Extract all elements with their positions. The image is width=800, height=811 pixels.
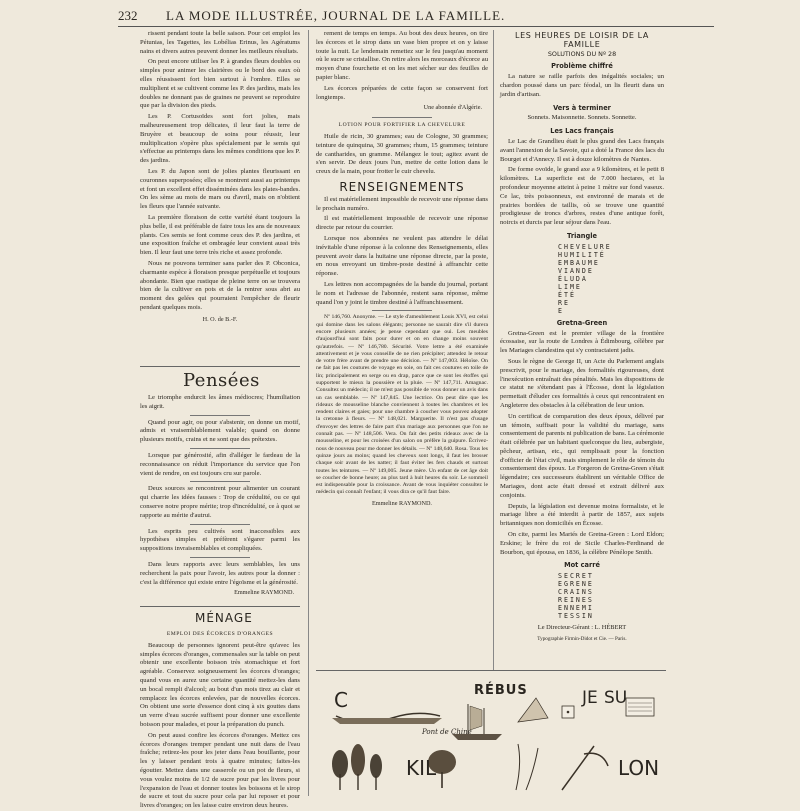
square-row: SECRET xyxy=(558,572,594,581)
triangle-row: RE xyxy=(558,298,570,307)
maxim: Dans leurs rapports avec leurs semblables, les uns recherchent la paix pour l'avoir, les autres pour la donner : c'est la différence qui existe entre l'égoïsme et la générosité. xyxy=(140,560,300,586)
menage-section xyxy=(140,628,300,810)
solutions-subtitle: SOLUTIONS DU Nº 28 xyxy=(547,49,617,58)
maxim: Lorsque par générosité, afin d'alléger le fardeau de la reconnaissance on réduit l'importance du service que l'on vient de rendre, on est toujours cru sur parole. xyxy=(140,451,300,477)
column-gardening xyxy=(140,30,300,366)
paragraph: Beaucoup de personnes ignorent peut-être qu'avec les simples écorces d'oranges, commensales sur la table on peut obtenir une excellente boisson très stomachique et fort agréable. Conservez soigneusement les écorces d'oranges; quand vous en aurez une certaine quantité mettez-les dans un bocal rempli d'alcool; au bout d'un mois tirez au clair et remplacez les écorces enlevées, par de nouvelles écorces. On obtient une sorte d'essence dont cinq à six gouttes dans un verre d'eau sucrée suffisent pour donner une excellente boisson pour malades, et pour la préparation du punch. xyxy=(140,641,300,728)
triangle-row: E xyxy=(558,306,564,315)
loisirs-title: LES HEURES DE LOISIR DE LA FAMILLE xyxy=(515,31,649,49)
paragraph: Les P. du Japon sont de jolies plantes fleurissant en couronnes superposées; elles se montrent aussi au printemps et font un excellent effet disséminées dans les plates-bandes. On les sème au mois de mars ou d'avril, mais on n'obtient les fleurs que l'année suivante. xyxy=(140,167,300,211)
renseignements-title: RENSEIGNEMENTS xyxy=(339,179,465,194)
lotion-heading: LOTION POUR FORTIFIER LA CHEVELURE xyxy=(338,122,466,129)
square-row: CRAINS xyxy=(558,588,594,597)
rebus-letter: JE xyxy=(582,688,598,708)
rebus-letter: LON xyxy=(618,756,660,780)
triangle-row: ÉTÉ xyxy=(558,290,576,299)
rebus-letter: C xyxy=(334,688,348,712)
column-divider-right xyxy=(493,30,494,670)
divider xyxy=(190,557,250,558)
fan-icon xyxy=(518,698,548,722)
verses-heading: Vers à terminer xyxy=(553,103,611,112)
paragraph: rement de temps en temps. Au bout des deux heures, on tire les écorces et le sirop dans un vase bien propre et on y laisse toute la nuit. Le lendemain remettez sur le feu jusqu'au moment où le sucre se cristallise. On retire alors les morceaux d'écorce au moyen d'une fourchette et on les met sécher sur des feuilles de papier blanc. xyxy=(316,30,488,81)
maxim: Deux sources se rencontrent pour alimenter un courant qui charrie les idées fausses : Trop de crédulité, ou ce qui conserve notre propre mérite; trop d'incrédulité, ce à quoi se rapporte au mérite d'autrui. xyxy=(140,485,300,519)
pensees-section xyxy=(140,394,300,604)
rebus-title: RÉBUS xyxy=(474,683,528,698)
paragraph: Sous le règne de George II, un Acte du Parlement anglais prescrivit, pour le mariage, des formalités rigoureuses, dont l'inexécution entraînait des pénalités. Mais les dispositions de ce statut ne s'étendant pas à l'Écosse, dont la législation permettait d'éluder ces formalités à ceux qui rencontraient en Angleterre des obstacles à la célébration de leur union. xyxy=(500,357,664,409)
paragraph: De forme ovoïde, le grand axe a 9 kilomètres, et le petit 8 kilomètres. La superficie est de 7.000 hectares, et la profondeur moyenne atteint à peine 1 mètre sur fond vaseux. Ce lac, très poissonneux, est environné de marais et de prairies bordées de taillis, où se trouve une quantité prodigieuse de troncs d'arbres, restes d'une antique forêt, noircis et durcis par leur séjour dans l'eau. xyxy=(500,166,664,227)
divider xyxy=(372,117,432,118)
problem-heading: Problème chiffré xyxy=(551,62,613,71)
triangle-row: EMBAUME xyxy=(558,258,600,267)
divider xyxy=(190,524,250,525)
notice: Il est matériellement impossible de recevoir une réponse dans le prochain numéro. xyxy=(316,195,488,212)
notice: Il est matériellement impossible de recevoir une réponse directe par retour du courrier. xyxy=(316,215,488,232)
page-header xyxy=(118,8,718,26)
scythe-icon xyxy=(562,746,608,790)
section-rule xyxy=(140,606,300,607)
lakes-heading: Les Lacs français xyxy=(550,127,614,136)
menage-title: MÉNAGE xyxy=(195,611,253,625)
divider xyxy=(190,481,250,482)
square-row: REINES xyxy=(558,596,594,605)
paragraph: Les écorces préparées de cette façon se conservent fort longtemps. xyxy=(316,84,488,101)
triangle-heading: Triangle xyxy=(567,231,597,240)
reed-icon xyxy=(516,744,538,790)
boat-icon xyxy=(332,718,442,724)
notice: Lorsque nos abonnées ne veulent pas attendre le délai inévitable d'une réponse à la colonne des Renseignements, elles peuvent avoir dans la huitaine une réponse directe, par la poste, en nous envoyant un timbre-poste destiné à affranchir cette réponse. xyxy=(316,234,488,278)
paragraph: Les P. Cortusoïdes sont fort jolies, mais malheureusement trop délicates, il leur faut la terre de Bruyère et beaucoup de soins pour réussir, leur multiplication s'opère plus spécialement par le semis qui s'effectue au printemps dans les mêmes conditions que les P. des jardins. xyxy=(140,113,300,165)
paragraph: On peut aussi confire les écorces d'oranges. Mettez ces écorces d'oranges tremper pendant une nuit dans de l'eau fraîche; retirez-les pour les jeter dans l'eau bouillante, pour les y laisser pendant trois à quatre minutes; faites-les égoutter. Mettez dans une casserole ou un pot de fleurs, si vous voulez moins de 1/2 de sucre pour par les livres pour l'expansion de l'eau et donner toutes les boissons et le sirop de sucre et tout du sucre pour cela par lui reposer et pour livres d'oranges; on les laisse cuire environ deux heures. xyxy=(140,731,300,810)
director-line: Le Directeur-Gérant : L. HÉBERT xyxy=(537,624,627,632)
pensees-title: Pensées xyxy=(183,370,260,391)
recipe-signature: Une abonnée d'Algérie. xyxy=(423,104,482,112)
maxim: Quand pour agir, ou pour s'abstenir, on donne un motif, admis et vraisemblablement valable; quand on donne plusieurs motifs, crains et ne sont que des prétextes. xyxy=(140,418,300,444)
paragraph: Le Lac de Grandlieu était le plus grand des Lacs français avant l'annexion de la Savoie, qui a doté la France des lacs du Bourget et d'Annecy. Il est à douze kilomètres de Nantes. xyxy=(500,137,664,163)
column-divider-left xyxy=(308,30,309,796)
renseignements-signature: Emmeline RAYMOND. xyxy=(372,499,432,507)
square-row: TESSIN xyxy=(558,612,594,621)
paragraph: La nature se raille parfois des inégalités sociales; un chardon poussé dans un parc féodal, un lis fleurit dans un jardin d'artisan. xyxy=(500,73,664,98)
header-rule xyxy=(118,26,714,27)
paragraph: Nous ne pouvons terminer sans parler des P. Obconica, charmante espèce à floraison presque perpétuelle et toujours abondante. Bien que rustique de pleine terre on se trouvera bien de la cultiver en pots et de la rentrer sous abri au moment des gelées qui pourraient l'empêcher de fleurir pendant quelques mois. xyxy=(140,259,300,311)
trees-icon xyxy=(332,744,382,790)
triangle-row: LIME xyxy=(558,282,582,291)
maxim: Les esprits peu cultivés sont inaccessibles aux hypothèses simples et préfèrent s'égarer parmi les suppositions invraisemblables et compliquées. xyxy=(140,527,300,553)
gretna-heading: Gretna-Green xyxy=(556,318,608,327)
square-row: EGRENE xyxy=(558,580,594,589)
maxim: Le triomphe endurcit les âmes médiocres; l'humiliation les aigrit. xyxy=(140,394,300,410)
paragraph: Un certificat de comparution des deux époux, délivré par un témoin, suffisait pour la validité du mariage, sans consentement de parents ni publication de bans. La cérémonie était célébrée par un habitant quelconque du lieu, aubergiste, pêcheur, artisan, etc., qui remplissait pour la fonction d'officier de l'état civil, mais simplement le rôle de témoin du consentement des époux. Le Forgeron de Gretna-Green s'était légendaire; ces successeurs établirent un véritable Office de Mariages, dont acte était dressé et extrait délivré aux conjoints. xyxy=(500,412,664,499)
menage-subtitle: EMPLOI DES ÉCORCES D'ORANGES xyxy=(166,631,274,637)
rebus-top-rule xyxy=(316,670,666,671)
word-square xyxy=(558,572,664,620)
paragraph: Huile de ricin, 30 grammes; eau de Cologne, 30 grammes; teinture de quinquina, 30 grammes; rhum, 15 grammes; teinture de cantharides, un gramme. Mélangez le tout; agitez avant de s'en servir. De deux jours l'un, mettre de cette lotion dans le creux de la main, pour frotter le cuir chevelu. xyxy=(316,132,488,176)
printer-line: Typographie Firmin-Didot et Cie. — Paris. xyxy=(537,636,627,643)
rebus-caption: Pont de Chine xyxy=(422,728,472,736)
pensees-signature: Emmeline RAYMOND. xyxy=(234,589,294,597)
square-row: ENNEMI xyxy=(558,604,594,613)
square-heading: Mot carré xyxy=(564,561,600,570)
page-number: 232 xyxy=(118,8,138,23)
column-loisirs xyxy=(500,30,664,664)
rebus-letter: SU xyxy=(604,688,628,708)
divider xyxy=(190,448,250,449)
triangle-puzzle xyxy=(558,243,664,315)
paragraph: Depuis, la législation est devenue moins formaliste, et le mariage libre a été interdit à partir de 1857, aux sujets britanniques non domiciliés en Écosse. xyxy=(500,502,664,528)
triangle-row: ÉLUDA xyxy=(558,274,588,283)
paragraph: La première floraison de cette variété étant toujours la plus belle, il est préférable de faire tous les ans de nouveaux plants. Ces semis se font comme ceux des P. des jardins, et une exposition fraîche et ombragée leur convient aussi très bien. Il leur faut une terre très riche et assez profonde. xyxy=(140,213,300,257)
rebus-pictures xyxy=(322,694,666,794)
triangle-row: CHEVELURE xyxy=(558,242,612,251)
answers-text: Nº 146,760. Anonyme. — Le style d'ameublement Louis XVI, est celui qui domine dans les salons élégants; personne ne saurait dire s'il durera encore plusieurs années; je pense cependant que oui. Les meubles d'aujourd'hui sont faits pour durer et on en change moins souvent qu'autrefois. — Nº 146,780. Sécurité. Votre lettre a été examinée attentivement et je vous conseille de ne rien précipiter; attendez le retour de votre frère avant de prendre une décision. — Nº 147,003. Héloïse. On ne fait pas les coutures de voyage en soie, on fait ces coutures en toile de lin; principalement en serge ou en drap, parce que ce sont les étoffes qui supportent le mieux la poussière et la pluie. — Nº 147,711. Amagnac. Consultez un médecin; il ne m'est pas possible de vous donner un avis dans un cas semblable. — Nº 147,845. Une lectrice. On peut dire que les rideaux de mousseline blanche conviennent à toutes les chambres et les rendent claires et gaies; pour une chambre à coucher vous pouvez adopter la cretonne à fleurs. — Nº 148,021. Marguerite. Il n'est pas d'usage d'envoyer des lettres de faire part d'un mariage aux personnes que l'on ne connaît pas. — Nº 148,506. Vera. On fait des petits rideaux avec de la mousseline, et pour les croisées d'un salon on préfère la guipure. Écrivez-nous de nouveau pour me donner les détails. — Nº 148,640. Rosa. Tous les quinze jours au moins; quand les cheveux sont longs, il faut les brosser chaque soir avant de les natter; il faut éviter les fers chauds et surtout toutes les teintures. — Nº 149,005. Jeune mère. Un enfant de cet âge doit se coucher de bonne heure; au plus tard à huit heures du soir. Le sommeil est indispensable pour la croissance. Avant de vous inquiéter consultez le médecin qui connaît l'enfant; il vous dira ce qu'il faut faire. xyxy=(316,314,488,496)
section-rule xyxy=(140,366,300,367)
rebus-letter: KIL xyxy=(406,756,437,780)
triangle-row: HUMILITÉ xyxy=(558,250,606,259)
triangle-row: VIANDE xyxy=(558,266,594,275)
paragraph: On peut encore utiliser les P. à grandes fleurs doubles ou simples pour animer les clairières ou le bord des eaux où elles réussissent fort bien surtout à l'ombre. Elles se multiplient et se cultivent comme les P. des jardins, mais les doubles ne donnant pas de graines ne peuvent se reproduire que par la division des pieds. xyxy=(140,58,300,110)
journal-title: LA MODE ILLUSTRÉE, JOURNAL DE LA FAMILLE. xyxy=(166,8,506,23)
paragraph: On cite, parmi les Mariés de Gretna-Green : Lord Eldon; Erskine; le frère du roi de Sicile Charles-Ferdinand de Bourbon, qui épousa, en 1836, la célèbre Pénélope Smith. xyxy=(500,531,664,556)
paragraph: Gretna-Green est le premier village de la frontière écossaise, sur la route de Londres à Édimbourg, célèbre par les Mariages clandestins qui s'y contractaient jadis. xyxy=(500,329,664,355)
gardening-signature: H. O. de B.-F. xyxy=(202,315,238,323)
column-renseignements xyxy=(316,30,488,706)
notice: Les lettres non accompagnées de la bande du journal, portant le nom et l'adresse de l'abonnée, restent sans réponse, même quand l'on y joint le timbre destiné à l'affranchissement. xyxy=(316,280,488,306)
divider xyxy=(190,415,250,416)
divider xyxy=(372,310,432,311)
paragraph: rissent pendant toute la belle saison. Pour cet emploi les Pétunias, les Tagettes, les Lobélias Erinus, les Agératums nains et divers autres peuvent donner les meilleurs résultats. xyxy=(140,30,300,55)
paragraph: Sonnets. Maisonnette. Sonnets. Sonnette. xyxy=(527,114,637,122)
